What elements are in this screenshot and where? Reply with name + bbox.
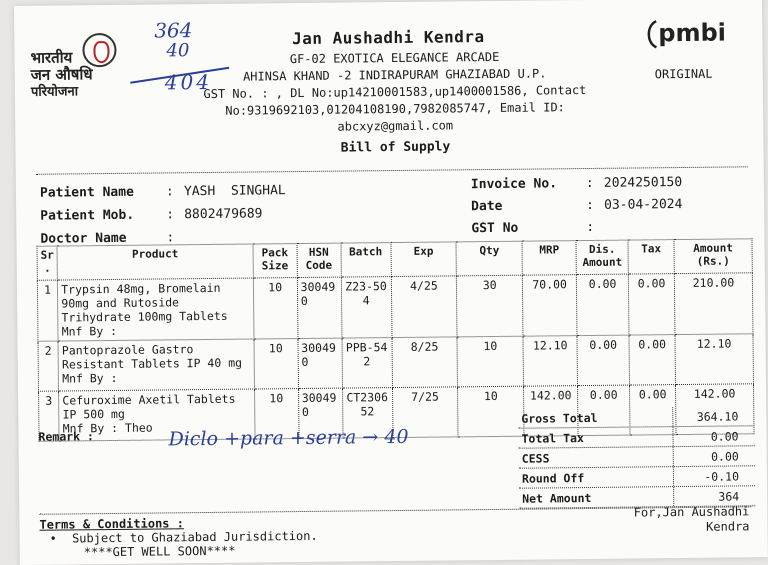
- cess-value: 0.00: [710, 448, 739, 464]
- cell-product: [58, 278, 254, 341]
- pmbi-logo: [644, 14, 734, 55]
- cell-sr: 3: [39, 391, 60, 441]
- copy-type: ORIGINAL: [654, 66, 713, 82]
- handwritten-sum-add: 40: [166, 40, 190, 62]
- net-amount-value: 364: [718, 488, 740, 504]
- store-name: Jan Aushadhi Kendra: [291, 27, 485, 49]
- gst-no-colon: :: [586, 219, 595, 236]
- col-header-batch: Batch: [341, 243, 391, 278]
- product-mnf: Mnf By : Theo: [62, 420, 153, 436]
- patient-name-label: Patient Name: [39, 184, 134, 201]
- cell-qty: 30: [457, 275, 523, 337]
- cell-tax: 0.00: [630, 385, 676, 435]
- product-name: Pantoprazole Gastro Resistant Tablets IP 40 mg: [61, 342, 243, 372]
- date-value: 03-04-2024: [604, 197, 683, 213]
- signature-text: For,Jan Aushadhi Kendra: [633, 504, 750, 534]
- cess-label: CESS: [519, 447, 674, 468]
- logo-line-1: भारतीय: [30, 48, 73, 67]
- store-address-2: AHINSA KHAND -2 INDIRAPURAM GHAZIABAD U.P.: [242, 66, 547, 84]
- cell-discount: 0.00: [577, 335, 629, 386]
- handwritten-sum-total: 404: [164, 69, 213, 95]
- totals-row-tax: [518, 426, 754, 448]
- bill-paper: [14, 0, 768, 565]
- patient-name-value: YASH SINGHAL: [183, 183, 286, 200]
- cell-exp: 8/25: [392, 337, 458, 388]
- col-header-qty: Qty: [456, 241, 522, 276]
- cell-pack: 10: [253, 278, 298, 339]
- product-mnf: Mnf By :: [62, 370, 118, 386]
- cell-pack: 10: [254, 339, 298, 389]
- date-colon: :: [586, 197, 595, 214]
- logo-line-2: जन औषधि: [30, 65, 93, 84]
- col-header-sr: Sr .: [37, 246, 58, 280]
- net-amount-label: Net Amount: [519, 487, 674, 508]
- pmbi-text: pmbi: [658, 18, 727, 48]
- gross-total-label: Gross Total: [518, 407, 673, 428]
- round-off-label: Round Off: [519, 467, 674, 488]
- invoice-no-value: 2024250150: [603, 175, 683, 191]
- cell-amount: 210.00: [674, 273, 753, 335]
- cell-tax: 0.00: [628, 274, 675, 335]
- gst-no-label: GST No: [471, 220, 519, 237]
- store-address-3: GST No. : , DL No:up14210001583,up1400001586, Contact: [203, 83, 587, 102]
- store-address-1: GF-02 EXOTICA ELEGANCE ARCADE: [289, 49, 500, 67]
- patient-name-colon: :: [165, 184, 174, 200]
- totals-row-round: [519, 466, 755, 488]
- patient-mob-colon: :: [166, 207, 175, 223]
- term-get-well: ****GET WELL SOON****: [83, 543, 236, 560]
- table-row: [37, 273, 753, 341]
- col-header-amount: Amount (Rs.): [674, 239, 752, 274]
- terms-label: Terms & Conditions :: [39, 516, 184, 532]
- logo-line-3: परियोजना: [30, 84, 79, 100]
- cell-mrp: 142.00: [524, 386, 578, 437]
- date-label: Date: [471, 198, 503, 215]
- cell-qty: 10: [457, 336, 523, 387]
- col-header-hsn: HSN Code: [297, 243, 341, 277]
- round-off-value: -0.10: [704, 468, 740, 484]
- cell-hsn: 300490: [298, 388, 342, 438]
- store-email: abcxyz@gmail.com: [337, 118, 454, 134]
- cell-batch: CT230652: [342, 388, 392, 439]
- col-header-mrp: MRP: [522, 241, 576, 276]
- divider-header: [36, 166, 748, 174]
- cell-exp: 4/25: [391, 276, 457, 338]
- patient-mob-value: 8802479689: [184, 206, 263, 223]
- total-tax-label: Total Tax: [518, 427, 673, 448]
- product-mnf: Mnf By :: [61, 323, 118, 339]
- cell-discount: 0.00: [577, 274, 630, 336]
- patient-mob-label: Patient Mob.: [40, 207, 135, 224]
- totals-row-gross: [518, 406, 754, 428]
- cell-sr: 1: [37, 280, 58, 341]
- total-tax-value: 0.00: [710, 428, 739, 444]
- store-address-4: No:9319692103,01204108190,7982085747, Email ID:: [225, 100, 565, 118]
- col-header-discount: Dis. Amount: [576, 240, 628, 275]
- cell-mrp: 70.00: [523, 275, 578, 337]
- handwritten-sum-top: 364: [154, 18, 193, 43]
- product-name: Cefuroxime Axetil Tablets IP 500 mg: [62, 391, 236, 422]
- totals-row-cess: [519, 446, 755, 468]
- col-header-product: Product: [57, 244, 253, 280]
- col-header-pack-size: Pack Size: [253, 244, 297, 278]
- col-header-tax: Tax: [628, 240, 674, 274]
- remark-label: Remark :: [38, 429, 94, 444]
- cell-hsn: 300490: [298, 338, 342, 388]
- cell-tax: 0.00: [629, 335, 675, 385]
- handwritten-remark: Diclo +para +serra → 40: [168, 425, 409, 451]
- cell-exp: 7/25: [392, 387, 458, 438]
- invoice-no-colon: :: [585, 175, 594, 192]
- document-title: Bill of Supply: [340, 139, 451, 156]
- cell-sr: 2: [38, 341, 59, 391]
- gross-total-value: 364.10: [696, 408, 739, 424]
- terms-block: [39, 515, 318, 560]
- invoice-no-label: Invoice No.: [470, 176, 558, 193]
- doctor-name-colon: :: [166, 230, 175, 246]
- table-row: [38, 334, 753, 391]
- cell-amount: 142.00: [676, 384, 754, 435]
- cell-hsn: 300490: [297, 277, 342, 338]
- product-name: Trypsin 48mg, Bromelain 90mg and Rutoside Trihydrate 100mg Tablets: [61, 280, 228, 325]
- col-header-exp: Exp: [391, 242, 457, 277]
- doctor-name-label: Doctor Name: [40, 230, 127, 247]
- cell-amount: 12.10: [675, 334, 753, 385]
- cell-mrp: 12.10: [523, 336, 577, 387]
- term-item: • Subject to Ghaziabad Jurisdiction.: [49, 528, 318, 546]
- cell-batch: Z23-504: [341, 277, 392, 339]
- totals-box: [518, 406, 755, 508]
- term-jurisdiction: Subject to Ghaziabad Jurisdiction.: [71, 528, 318, 546]
- cell-qty: 10: [458, 386, 524, 437]
- cell-pack: 10: [254, 389, 298, 439]
- cell-batch: PPB-542: [342, 338, 392, 389]
- cell-product: [58, 339, 254, 391]
- cell-discount: 0.00: [578, 385, 630, 436]
